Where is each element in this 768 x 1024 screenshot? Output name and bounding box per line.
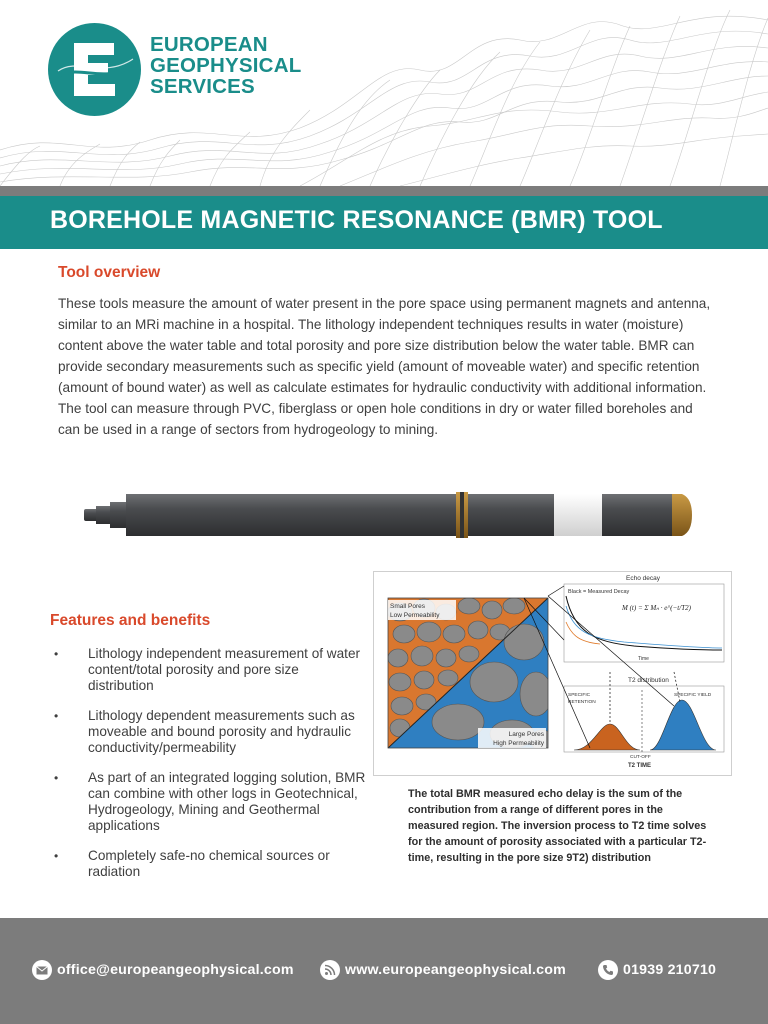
- contact-website[interactable]: [320, 960, 566, 980]
- envelope-icon: [32, 960, 52, 980]
- bmr-diagram: [373, 571, 732, 776]
- contact-phone[interactable]: [598, 960, 716, 980]
- echo-decay-title: Echo decay: [626, 575, 660, 582]
- brand-line-2: GEOPHYSICAL: [150, 54, 302, 77]
- large-pores-label: Large Pores: [508, 731, 544, 738]
- diagram-caption: The total BMR measured echo delay is the sum of the contribution from a range of different pores in the measured region. The inversion process to T2 time solves for the amount of porosity associated with a particular T2-time, resulting in the pore size 9T2) distribution: [408, 788, 707, 864]
- overview-text: These tools measure the amount of water present in the pore space using permanent magnets and antenna, similar to an MRi machine in a hospital. The lithology independent techniques results in water (moisture) content above the water table and total porosity and pore size distribution below the water table. BMR can provide secondary measurements such as specific yield (amount of moveable water) and specific retention (amount of bound water) as well as calculate estimates for hydraulic conductivity with additional information. The tool can measure through PVC, fiberglass or open hole conditions in dry or water filled boreholes and can be used in a range of sectors from hydrogeology to mining.: [58, 296, 711, 437]
- small-pores-label: Small Pores: [390, 603, 426, 610]
- logo-emblem: [48, 23, 141, 116]
- high-permeability-label: High Permeability: [493, 740, 544, 747]
- specific-retention-label-2: RETENTION: [568, 700, 596, 705]
- feature-item: • Lithology dependent measurements such as moveable and bound porosity and hydraulic conductivity/permeability: [48, 708, 368, 756]
- cutoff-label: CUT-OFF: [630, 755, 651, 760]
- phone-icon: [598, 960, 618, 980]
- contact-email[interactable]: [32, 960, 294, 980]
- specific-yield-label: SPECIFIC YIELD: [674, 693, 712, 698]
- t2-time-label: T2 TIME: [628, 763, 652, 769]
- feature-item: • Completely safe-no chemical sources or radiation: [48, 848, 368, 880]
- low-permeability-label: Low Permeability: [390, 612, 440, 619]
- globe-icon: [320, 960, 340, 980]
- feature-item: • Lithology independent measurement of water content/total porosity and pore size distribution: [48, 646, 368, 694]
- phone-text[interactable]: 01939 210710: [623, 962, 717, 978]
- features-list: [48, 646, 368, 894]
- overview-heading: Tool overview: [58, 264, 161, 281]
- brand-name: [150, 34, 301, 97]
- title-bar: [0, 196, 768, 249]
- t2-distribution-title: T2 distribution: [628, 677, 669, 684]
- brand-line-3: SERVICES: [150, 75, 255, 98]
- page-footer: [0, 918, 768, 1024]
- email-text[interactable]: office@europeangeophysical.com: [57, 962, 294, 978]
- echo-legend: Black = Measured Decay: [568, 589, 630, 595]
- brand-line-1: EUROPEAN: [150, 33, 268, 56]
- website-text[interactable]: www.europeangeophysical.com: [345, 962, 566, 978]
- bmr-tool-image: [80, 488, 696, 542]
- bmr-diagram-figure: [374, 572, 731, 775]
- time-label: Time: [638, 656, 649, 662]
- feature-item: • As part of an integrated logging solution, BMR can combine with other logs in Geotechnical, Hydrogeology, Mining and Geothermal applications: [48, 770, 368, 834]
- specific-retention-label: SPECIFIC: [568, 693, 591, 698]
- page-header: [0, 0, 768, 186]
- echo-formula: M (t) = Σ Mₙ · e^(−t/T2): [622, 604, 691, 612]
- header-divider: [0, 186, 768, 196]
- features-heading: Features and benefits: [50, 612, 211, 629]
- page-title: BOREHOLE MAGNETIC RESONANCE (BMR) TOOL: [50, 206, 663, 234]
